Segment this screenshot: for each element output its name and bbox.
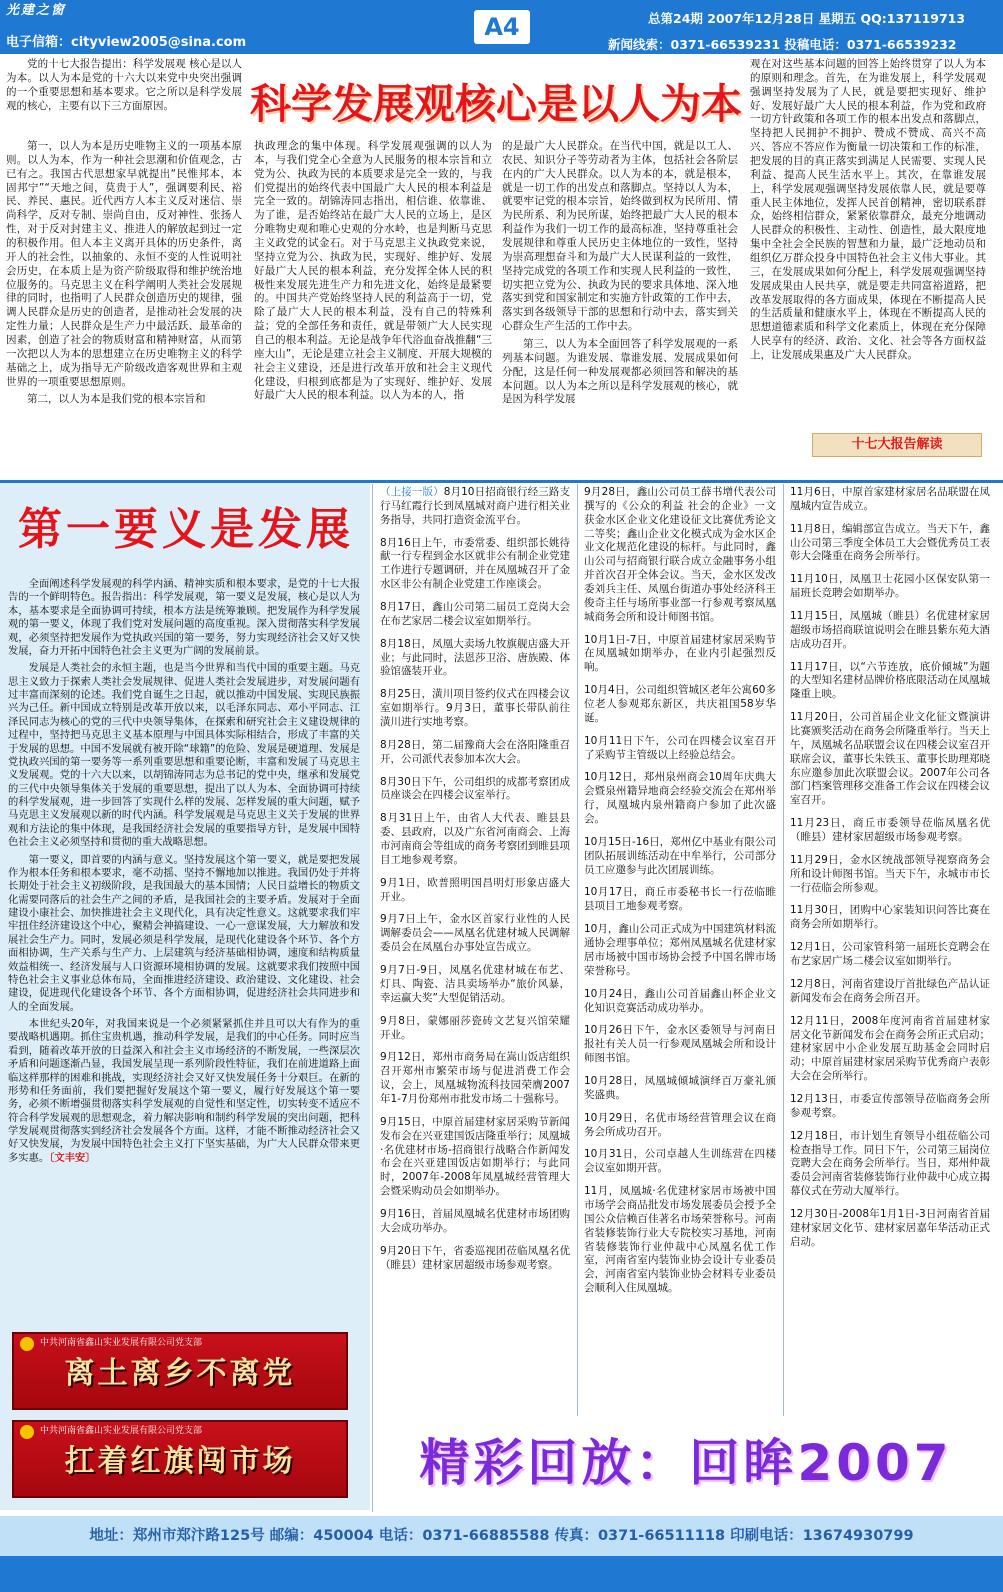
news-item: 10月28日，凤凰城倾城演绎百万豪礼颁奖盛典。 <box>584 1074 776 1101</box>
email-line: 电子信箱：cityview2005@sina.com <box>6 35 247 50</box>
news-item: 8月16日上午，市委常委、组织部长姚待献一行专程到金水区就非公有制企业党建工作进行专题调研，并在凤凰城召开了金水区非公有制企业党建工作座谈会。 <box>380 536 570 591</box>
issue-info: 总第24期 2007年12月28日 星期五 QQ:137119713 <box>648 11 966 26</box>
news-item: 9月16日，首届凤凰城名优建材市场团购大会成功举办。 <box>380 1207 570 1234</box>
news-column-1 <box>380 486 570 1414</box>
news-item: 8月17日，鑫山公司第二届员工竞岗大会在布艺家居二楼会议室如期举行。 <box>380 601 570 627</box>
column-rule <box>577 484 578 1416</box>
article1-col2-text: 执政理念的集中体现。科学发展观强调的以人为本，与我们党全心全意为人民服务的根本宗旨和立党为公、执政为民的本质要求是完全一致的，与我们党提出的始终代表中国最广大人民的根本利益是完全一致的。胡锦涛同志指出，相信谁、依靠谁、为了谁，是否始终站在最广大人民的立场上，是区分唯物史观和唯心史观的分水岭，也是判断马克思主义政党的试金石。对于马克思主义执政党来说，坚持立党为公、执政为民，实现好、维护好、发展好最广大人民的根本利益，充分发挥全体人民的积极性来发展先进生产力和先进文化，始终是最紧要的。中国共产党始终坚持人民的利益高于一切，党除了最广大人民的根本利益，没有自己的特殊利益；党的全部任务和责任，就是带领广大人民实现自己的根本利益。无论是战争年代浴血奋战推翻“三座大山”，无论是建立社会主义制度、开展大规模的社会主义建设，还是进行改革开放和社会主义现代化建设，归根到底都是为了实现好、维护好、发展好最广大人民的根本利益。以人为本的人，指 <box>254 140 492 402</box>
banner-slogan: 离土离乡不离党 <box>64 1356 296 1391</box>
news-item: 10月1日-7日，中原首届建材家居采购节在凤凰城如期举办，在业内引起强烈反响。 <box>584 633 776 674</box>
article1-col1-text: 第一，以人为本是历史唯物主义的一项基本原则。以人为本，作为一种社会思潮和价值观念，古已有之。我国古代思想家早就提出“民惟邦本，本固邦宁”“天地之间，莫贵于人”，强调要利民、裕民、养民、惠民。近代西方人本主义反对迷信、崇尚科学，反对专制、崇尚自由，反对神性、张扬人性，对于反对封建主义、推进人的解放起到过一定的积极作用。但人本主义离开具体的历史条件，离开人的社会性，以抽象的、永恒不变的人性说明社会历史，在本质上是为资产阶级取得和维护统治地位服务的。马克思主义在科学阐明人类社会发展规律的同时，也指明了人民群众创造历史的规律，强调人民群众是历史的创造者，是推动社会发展的决定性力量；人民群众是生产力中最活跃、最革命的因素，创造了社会的物质财富和精神财富，从而第一次把以人为本的思想建立在历史唯物主义的科学基础之上，成为指导无产阶级改造客观世界和主观世界的一项重要思想原则。 <box>6 140 242 388</box>
column-rule <box>783 484 784 1416</box>
news-item: 8月30日下午，公司组织的成都考察团成员座谈会在四楼会议室举行。 <box>380 775 570 802</box>
article2-paragraph: 本世纪头20年，对我国来说是一个必须紧紧抓住并且可以大有作为的重要战略机遇期。抓住宝贵机遇，推动科学发展，是我们的中心任务。同时应当看到，随着改革开放的日益深入和社会主义市场经济的不断发展，一些深层次矛盾和问题逐渐凸显，我国发展呈现一系列阶段性特征，我们在前进道路上面临这样那样的困难和挑战，实现经济社会又好又快发展任务十分艰巨。在新的形势和任务面前，我们要把握好发展这个第一要义，履行好发展这个第一要务，必须不断增强贯彻落实科学发展观的自觉性和坚定性，切实转变不适应不符合科学发展观的思想观念，着力解决影响和制约科学发展的突出问题，把科学发展观贯彻落实到经济社会发展各个方面。这样，才能不断推动经济社会又好又快发展，为发展中国特色社会主义打下坚实基础，为广大人民群众带来更多实惠。 <box>8 1018 360 1164</box>
news-item: 11月23日，商丘市委领导莅临凤凰名优（睢县）建材家居超级市场参观考察。 <box>790 817 990 844</box>
news-item: 10月26日下午，金水区委领导与河南日报社有关人员一行参观凤凰城会所和设计师图书馆。 <box>584 1024 776 1065</box>
article1-col4-text: 观在对这些基本问题的回答上始终贯穿了以人为本的原则和理念。首先，在为谁发展上，科学发展观强调坚持发展为了人民，就是要把实现好、维护好、发展好最广大人民的根本利益，作为党和政府一切方针政策和各项工作的根本出发点和落脚点，坚持把人民拥护不拥护、赞成不赞成、高兴不高兴、答应不答应作为衡量一切决策和工作的标准，把发展的目的真正落实到满足人民需要、实现人民利益、提高人民生活水平上。其次，在靠谁发展上，科学发展观强调坚持发展依靠人民，就是要尊重人民主体地位，发挥人民首创精神，密切联系群众，始终相信群众，紧紧依靠群众，最充分地调动人民群众的积极性、主动性、创造性，最大限度地集中全社会全民族的智慧和力量，最广泛地动员和组织亿万群众投身中国特色社会主义伟大事业。其三，在发展成果如何分配上，科学发展观强调坚持发展成果由人民共享，就是要走共同富裕道路，把改革发展取得的各方面成果，体现在不断提高人民的生活质量和健康水平上，体现在不断提高人民的思想道德素质和科学文化素质上，体现在充分保障人民享有的经济、政治、文化、社会等各方面权益上，让发展成果惠及广大人民群众。 <box>750 58 986 362</box>
news-item: 10月4日，公司组织管城区老年公寓60多位老人参观郑东新区，共庆祖国58岁华诞。 <box>584 684 776 724</box>
news-item: 11月10日，凤凰卫士花园小区保安队第一届班长竞聘会如期举办。 <box>790 573 990 600</box>
news-item: 11月29日，金水区统战部领导视察商务会所和设计师图书馆。当天下午，永城市市长一行莅临会所参观。 <box>790 853 990 894</box>
page-header-bar <box>0 0 1003 54</box>
article2-source: 〔文丰安〕 <box>49 1151 96 1164</box>
article2-body <box>8 578 360 1328</box>
slogan-banner <box>12 1332 348 1410</box>
continued-marker: （上接一版） <box>380 486 444 498</box>
banner-subtitle: 中共河南省鑫山实业发展有限公司党支部 <box>40 1338 203 1348</box>
footer-info: 地址：郑州市郑汴路125号 邮编：450004 电话：0371-66885588 传真：0371-66511118 印刷电话：13674930799 <box>0 1516 1003 1556</box>
hotline-info: 新闻线索：0371-66539231 投稿电话：0371-66539232 <box>608 37 957 52</box>
article1-lead-text: 党的十七大报告提出：科学发展观 核心是以人为本。以人为本是党的十六大以来党中央突出强调的一个重要思想和基本要求。它之所以是科学发展观的核心，主要有以下三方面原因。 <box>6 58 242 112</box>
article2-paragraph: 发展是人类社会的永恒主题，也是当今世界和当代中国的重要主题。马克思主义致力于探索人类社会发展规律、促进人类社会发展进步，对发展问题有过丰富而深刻的论述。我们党自诞生之日起，就以推动中国发展、实现民族振兴为己任。新中国成立特别是改革开放以来，以毛泽东同志、邓小平同志、江泽民同志为核心的党的三代中央领导集体，在探索和研究社会主义建设规律的过程中，坚持把马克思主义基本原理与中国具体实际相结合，形成了丰富的关于发展的思想。中国不发展就有被开除“球籍”的危险、发展是硬道理、发展是党执政兴国的第一要务等一系列重要思想和重要论断，丰富和发展了马克思主义发展观。党的十六大以来，以胡锦涛同志为总书记的党中央，继承和发展党的三代中央领导集体关于发展的重要思想，提出了以人为本、全面协调可持续的科学发展观，进一步回答了实现什么样的发展、怎样发展的重大问题，赋予马克思主义发展观以新的时代内涵。科学发展观是马克思主义关于发展的世界观和方法论的集中体现，是我国经济社会发展的重要指导方针，是发展中国特色社会主义必须坚持和贯彻的重大战略思想。 <box>8 662 360 849</box>
news-item: 12月18日，市计划生育领导小组莅临公司检查指导工作。同日下午，公司第三届岗位竞聘大会在商务会所举行。当日，郑州仲裁委员会河南省装修装饰行业仲裁中心成立揭幕仪式在劳动大厦举行。 <box>790 1129 990 1198</box>
article2-headline: 第一要义是发展 <box>18 504 354 555</box>
news-item: 10月11日下午，公司在四楼会议室召开了采购节主管级以上经验总结会。 <box>584 734 776 761</box>
news-item: 8月28日，第二届豫商大会在洛阳隆重召开，公司派代表参加本次大会。 <box>380 738 570 765</box>
page-number: A4 <box>474 10 530 44</box>
news-item: 8月25日，潢川项目签约仪式在四楼会议室如期举行。9月3日，董事长带队前往潢川进行实地考察。 <box>380 688 570 729</box>
article2-paragraph: 全面阐述科学发展观的科学内涵、精神实质和根本要求，是党的十七大报告的一个鲜明特色。报告指出：科学发展观，第一要义是发展，核心是以人为本，基本要求是全面协调可持续，根本方法是统筹兼顾。把发展作为科学发展观的第一要义，体现了我们党对发展问题的高度重视。深入贯彻落实科学发展观，必须坚持把发展作为党执政兴国的第一要务，努力实现经济社会又好又快发展，奋力开拓中国特色社会主义更为广阔的发展前景。 <box>8 578 360 657</box>
party-emblem-icon <box>20 1425 34 1439</box>
news-item: 12月8日，河南省建设厅首批绿色产品认证新闻发布会在商务会所召开。 <box>790 977 990 1004</box>
news-item: 11月15日，凤凰城（睢县）名优建材家居超级市场招商联谊说明会在睢县紫东苑大酒店成功召开。 <box>790 610 990 650</box>
news-item: 11月30日，团购中心家装知识问答比赛在商务会所如期举行。 <box>790 904 990 931</box>
news-item: 11月17日，以“六节连放，底价倾城”为题的大型知名建材品牌价格底限活动在凤凰城隆重上映。 <box>790 660 990 701</box>
news-item: 10月15日-16日，郑州亿中基业有限公司团队拓展训练活动在中牟举行，公司部分员工应邀参与此次团展训练。 <box>584 835 776 876</box>
article2-paragraph: 第一要义，即首要的内涵与意义。坚持发展这个第一要义，就是要把发展作为根本任务和根本要求，毫不动摇、坚持不懈地加以推进。我国仍处于并将长期处于社会主义初级阶段，是我国最大的基本国情；人民日益增长的物质文化需要同落后的社会生产之间的矛盾，是我国社会的主要矛盾。发展对于全面建设小康社会、加快推进社会主义现代化，具有决定性意义。这就要求我们牢牢扭住经济建设这个中心，聚精会神搞建设、一心一意谋发展，大力解放和发展社会生产力。同时，发展必须是科学发展，是现代化建设各个环节、各个方面相协调，生产关系与生产力、上层建筑与经济基础相协调，速度和结构质量效益相统一、经济发展与人口资源环境相协调的发展。这就要求我们按照中国特色社会主义事业总体布局，全面推进经济建设、政治建设、文化建设、社会建设，促进现代化建设各个环节、各个方面相协调，促进经济社会共同进步和人的全面发展。 <box>8 853 360 1013</box>
article1-col1 <box>6 140 242 476</box>
article1-col1-tail: 第二，以人为本是我们党的根本宗旨和 <box>27 393 206 406</box>
news-item: 12月13日，市委宣传部领导莅临商务会所参观考察。 <box>790 1092 990 1119</box>
masthead: 光建之窗 <box>6 3 67 18</box>
section-caption: 十七大报告解读 <box>812 433 982 457</box>
page-footer-bar <box>0 1516 1003 1592</box>
article1-lead <box>6 58 242 134</box>
news-column-2 <box>584 486 776 1414</box>
news-item: 11月6日，中原首家建材家居名品联盟在凤凰城内宣告成立。 <box>790 486 990 512</box>
article1-col3 <box>502 140 738 476</box>
banner-slogan: 扛着红旗闯市场 <box>64 1444 296 1479</box>
news-item: 10月12日，郑州泉州商会10周年庆典大会暨泉州籍异地商会经验交流会在郑州举行，凤凰城内泉州籍商户参加了此次盛会。 <box>584 771 776 826</box>
article1-col3-text: 的是最广大人民群众。在当代中国，就是以工人、农民、知识分子等劳动者为主体，包括社会各阶层在内的广大人民群众。以人为本的本，就是根本，就是一切工作的出发点和落脚点。坚持以人为本，就要牢记党的根本宗旨，始终做到权为民所用、情为民所系、利为民所谋，始终把最广大人民的根本利益作为我们一切工作的最高标准，坚持尊重社会发展规律和尊重人民历史主体地位的一致性，坚持为崇高理想奋斗和为最广大人民谋利益的一致性，坚持完成党的各项工作和实现人民利益的一致性，切实把立党为公、执政为民的要求具体地、深入地落实到党和国家制定和实施方针政策的工作中去，落实到各级领导干部的思想和行动中去，落实到关心群众生产生活的工作中去。 <box>502 140 738 333</box>
article1-col2 <box>254 140 492 476</box>
news-item: 10月31日，公司卓越人生训练营在四楼会议室如期开营。 <box>584 1148 776 1175</box>
news-item-text: 8月10日招商银行经三路支行马红霞行长到凤凰城对商户进行相关业务指导，共同打造资金流平台。 <box>380 486 570 526</box>
news-item: 9月7日-9日，凤凰名优建材城在布艺、灯具、陶瓷、洁具卖场举办“旅价风暴，幸运赢大奖”大型促销活动。 <box>380 964 570 1004</box>
news-item: 8月31日上午，由省人大代表、睢县县委、县政府，以及广东省河南商会、上海市河南商会等组成的商务考察团到睢县项目工地参观考察。 <box>380 812 570 866</box>
news-item: 10月29日，名优市场经营管理会议在商务会所成功召开。 <box>584 1111 776 1138</box>
news-item: 9月20日下午，省委巡视团莅临凤凰名优（睢县）建材家居超级市场参观考察。 <box>380 1244 570 1271</box>
news-item: 12月30日-2008年1月1日-3日河南省首届建材家居文化节、建材家居嘉年华活动正式启动。 <box>790 1207 990 1248</box>
news-item: 9月7日上午，金水区首家行业性的人民调解委员会——凤凰名优建材城人民调解委员会在凤凰台办事处宣告成立。 <box>380 913 570 954</box>
news-item: 11月，凤凰城·名优建材家居市场被中国市场学会商品批发市场发展委员会授予全国公众信赖百佳著名市场荣誉称号。河南省装修装饰行业大专院校实习基地，河南省装修装饰行业仲裁中心凤凰名优工作室，河南省室内装饰业协会设计专业委员会，河南省室内装饰业协会材料专业委员会顺利入住凤凰城。 <box>584 1185 776 1295</box>
news-item: 9月12日，郑州市商务局在嵩山饭店组织召开郑州市繁荣市场与促进消费工作会议，会上，凤凰城物流科技园荣膺2007年1-7月份郑州市批发市场二十强称号。 <box>380 1051 570 1105</box>
news-item: 10月，鑫山公司正式成为中国建筑材料流通协会理事单位；郑州凤凰城名优建材家居市场被中国市场协会授予中国名牌市场荣誉称号。 <box>584 923 776 977</box>
slogan-banner <box>12 1420 348 1498</box>
review-title: 精彩回放：回眸2007 <box>419 1434 953 1492</box>
article1-headline: 科学发展观核心是以人为本 <box>250 80 742 128</box>
news-item: 9月1日，欧普照明国昌明灯形象店盛大开业。 <box>380 876 570 903</box>
news-item: 12月1日，公司家管科第一届班长竞聘会在布艺家居广场二楼会议室如期举行。 <box>790 941 990 968</box>
news-item: 9月28日，鑫山公司员工薛书增代表公司撰写的《公众的利益 社会的企业》一文获金水区企业文化建设征文比赛优秀论文二等奖；鑫山企业文化模式成为金水区企业文化规范化建设的标杆。与此同时，鑫山公司与招商银行联合成立金融事务小组并首次召开全体会议。当天，金水区发改委刘兵主任、凤凰台街道办事处经济科王俊奇主任与场所事业部一行参观考察凤凰城商务会所和设计师图书馆。 <box>584 486 776 623</box>
news-item: 10月24日，鑫山公司首届鑫山杯企业文化知识竞赛活动成功举办。 <box>584 987 776 1014</box>
news-item: 9月8日，蒙娜丽莎瓷砖文艺复兴馆荣耀开业。 <box>380 1014 570 1041</box>
banner-subtitle: 中共河南省鑫山实业发展有限公司党支部 <box>40 1426 203 1436</box>
news-column-3 <box>790 486 990 1414</box>
party-emblem-icon <box>20 1337 34 1351</box>
news-item: 8月18日，凤凰大卖场九牧旗舰店盛大开业；与此同时，法恩莎卫浴、唐族殿、体验馆盛装开业。 <box>380 637 570 678</box>
news-item: 12月11日，2008年度河南省首届建材家居文化节新闻发布会在商务会所正式启动；建材家居中小企业发展互助基金会同时启动；中原首届建材家居采购节优秀商户表彰大会在会所举行。 <box>790 1014 990 1083</box>
news-item: 11月8日，编辑部宣告成立。当天下午，鑫山公司第三季度全体员工大会暨优秀员工表彰大会隆重在商务会所举行。 <box>790 522 990 563</box>
article1-col4 <box>750 58 986 430</box>
column-rule <box>372 484 373 1512</box>
news-item: 10月17日，商丘市委秘书长一行莅临睢县项目工地参观考察。 <box>584 886 776 913</box>
news-item: 9月15日，中原首届建材家居采购节新闻发布会在兴亚建国饭店隆重举行；凤凰城·名优建材市场-招商银行战略合作新闻发布会在兴亚建国饭店如期举行；与此同时，2007年-2008年凤凰城经营管理大会暨采购动员会如期举办。 <box>380 1115 570 1198</box>
news-item: 11月20日，公司首届企业文化征文暨演讲比赛颁奖活动在商务会所隆重举行。当天上午，凤凰城名品联盟会议在四楼会议室召开联席会议，董事长朱铁玉、董事长助理郑晓东应邀参加此次联盟会议。2007年公司各部门档案管理移交准备工作会议在四楼会议室召开。 <box>790 711 990 807</box>
article1-col3-p2: 第三，以人为本全面回答了科学发展观的一系列基本问题。为谁发展、靠谁发展、发展成果如何分配，这是任何一种发展观都必须回答和解决的基本问题。以人为本之所以是科学发展观的核心，就是因为科学发展 <box>502 338 738 406</box>
news-item <box>380 486 570 528</box>
